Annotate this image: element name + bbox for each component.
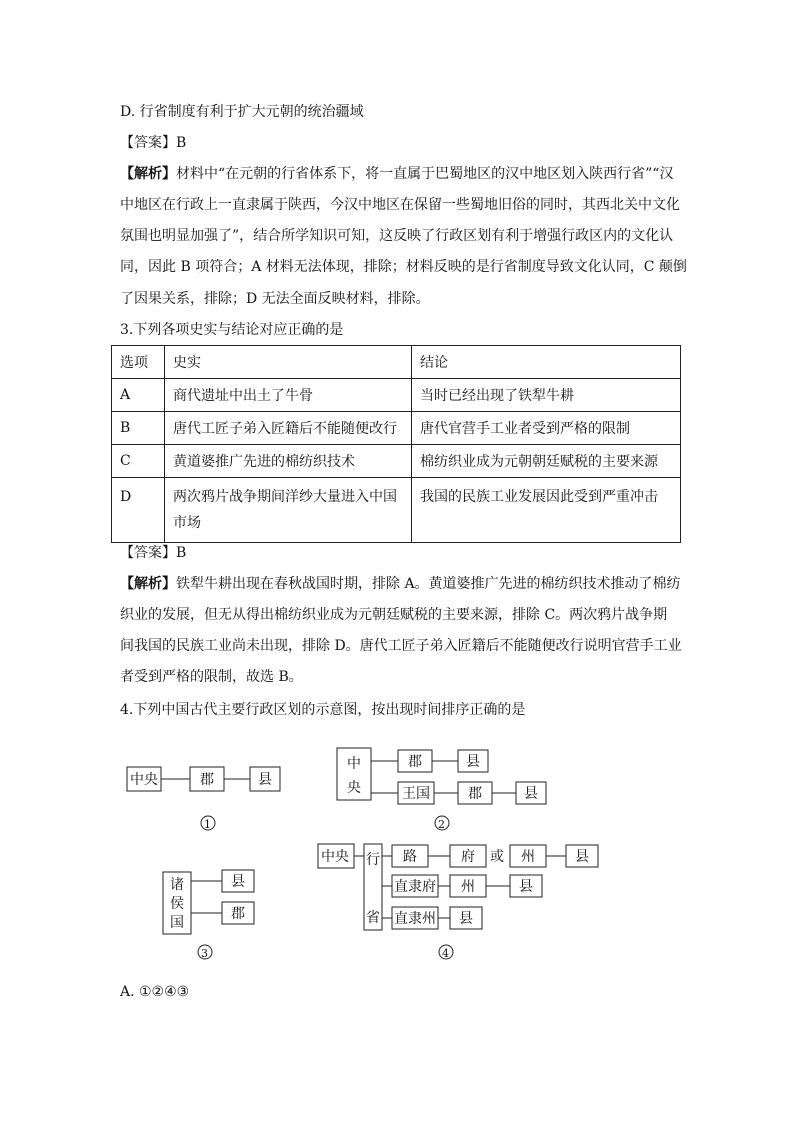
label-xian: 县 xyxy=(466,754,480,770)
q3-answer: 【答案】B xyxy=(120,545,187,561)
q4-stem: 4.下列中国古代主要行政区划的示意图，按出现时间排序正确的是 xyxy=(120,702,526,718)
q2-analysis-4: 同，因此 B 项符合；A 材料无法体现，排除；材料反映的是行省制度导致文化认同，C 颠倒 xyxy=(120,259,687,275)
label-hou: 侯 xyxy=(170,896,184,912)
q2-analysis-3: 氛围也明显加强了”，结合所学知识可知，这反映了行政区划有利于增强行政区内的文化认 xyxy=(120,228,674,244)
diagram-3 xyxy=(163,870,254,960)
row-conclusion: 当时已经出现了铁犁牛耕 xyxy=(412,379,681,412)
label-fu: 府 xyxy=(461,849,475,865)
diagram-2 xyxy=(337,748,546,831)
label-xian: 县 xyxy=(575,849,589,865)
q4-option-a: A. ①②④③ xyxy=(120,984,190,1000)
row-option: A xyxy=(112,379,165,412)
label-zhong: 中 xyxy=(347,756,361,772)
q3-analysis-label: 【解析】 xyxy=(120,576,176,592)
number-1: 1 xyxy=(204,818,211,831)
q2-option-d: D. 行省制度有利于扩大元朝的统治疆域 xyxy=(120,104,364,120)
label-xian-3: 县 xyxy=(459,911,473,927)
row-fact-line-1: 两次鸦片战争期间洋纱大量进入中国 xyxy=(173,489,397,505)
number-3: 3 xyxy=(201,947,208,960)
header-fact: 史实 xyxy=(165,346,412,379)
q2-analysis-text-1: 材料中“在元朝的行省体系下，将一直属于巴蜀地区的汉中地区划入陕西行省”“汉 xyxy=(176,166,674,182)
row-conclusion: 我国的民族工业发展因此受到严重冲击 xyxy=(412,478,681,543)
label-wangguo: 王国 xyxy=(402,786,430,802)
label-guo: 国 xyxy=(170,915,184,931)
label-zhou-2: 州 xyxy=(461,879,475,895)
row-option: B xyxy=(112,412,165,445)
row-fact-line-2: 市场 xyxy=(173,515,201,531)
label-zhilizhou: 直隶州 xyxy=(394,911,436,927)
label-zhilifu: 直隶府 xyxy=(394,879,436,895)
q3-analysis-4: 者受到严格的限制，故选 B。 xyxy=(120,669,303,685)
row-option: C xyxy=(112,445,165,478)
q2-answer: 【答案】B xyxy=(120,135,187,151)
row-fact: 商代遗址中出土了牛骨 xyxy=(165,379,412,412)
q2-analysis-2: 中地区在行政上一直隶属于陕西，今汉中地区在保留一些蜀地旧俗的同时，其西北关中文化 xyxy=(120,197,680,213)
q3-analysis-2: 织业的发展，但无从得出棉纺织业成为元朝廷赋税的主要来源，排除 C。两次鸦片战争期 xyxy=(120,607,668,623)
row-conclusion: 棉纺织业成为元朝朝廷赋税的主要来源 xyxy=(412,445,681,478)
label-lu: 路 xyxy=(403,849,417,865)
row-option: D xyxy=(112,478,165,543)
header-option: 选项 xyxy=(112,346,165,379)
label-xian: 县 xyxy=(231,874,245,890)
label-jun: 郡 xyxy=(408,754,422,770)
q2-analysis-label: 【解析】 xyxy=(120,166,176,182)
q3-analysis-3: 间我国的民族工业尚未出现，排除 D。唐代工匠子弟入匠籍后不能随便改行说明官营手工业 xyxy=(120,638,682,654)
row-fact: 唐代工匠子弟入匠籍后不能随便改行 xyxy=(165,412,412,445)
number-2: 2 xyxy=(438,818,445,831)
label-sheng: 省 xyxy=(366,910,380,926)
label-xian-2: 县 xyxy=(519,879,533,895)
label-zhongyang: 中央 xyxy=(130,772,158,788)
row-conclusion: 唐代官营手工业者受到严格的限制 xyxy=(412,412,681,445)
q3-analysis-text-1: 铁犁牛耕出现在春秋战国时期，排除 A。黄道婆推广先进的棉纺织技术推动了棉纺 xyxy=(176,576,681,592)
header-conclusion: 结论 xyxy=(412,346,681,379)
diagram-1 xyxy=(127,767,280,831)
row-fact: 黄道婆推广先进的棉纺织技术 xyxy=(165,445,412,478)
number-4: 4 xyxy=(442,947,449,960)
label-jun-2: 郡 xyxy=(468,786,482,802)
diagram-4 xyxy=(318,844,598,960)
label-jun: 郡 xyxy=(200,772,214,788)
q2-analysis-5: 了因果关系，排除；D 无法全面反映材料，排除。 xyxy=(120,291,430,307)
label-zhongyang: 中央 xyxy=(321,849,349,865)
label-xian-2: 县 xyxy=(524,786,538,802)
label-xian: 县 xyxy=(258,772,272,788)
label-zhu: 诸 xyxy=(170,877,184,893)
label-zhou: 州 xyxy=(521,849,535,865)
q3-stem: 3.下列各项史实与结论对应正确的是 xyxy=(120,322,344,338)
label-xing: 行 xyxy=(366,852,380,868)
label-huo: 或 xyxy=(490,849,504,865)
label-yang: 央 xyxy=(347,780,361,796)
label-jun: 郡 xyxy=(231,906,245,922)
